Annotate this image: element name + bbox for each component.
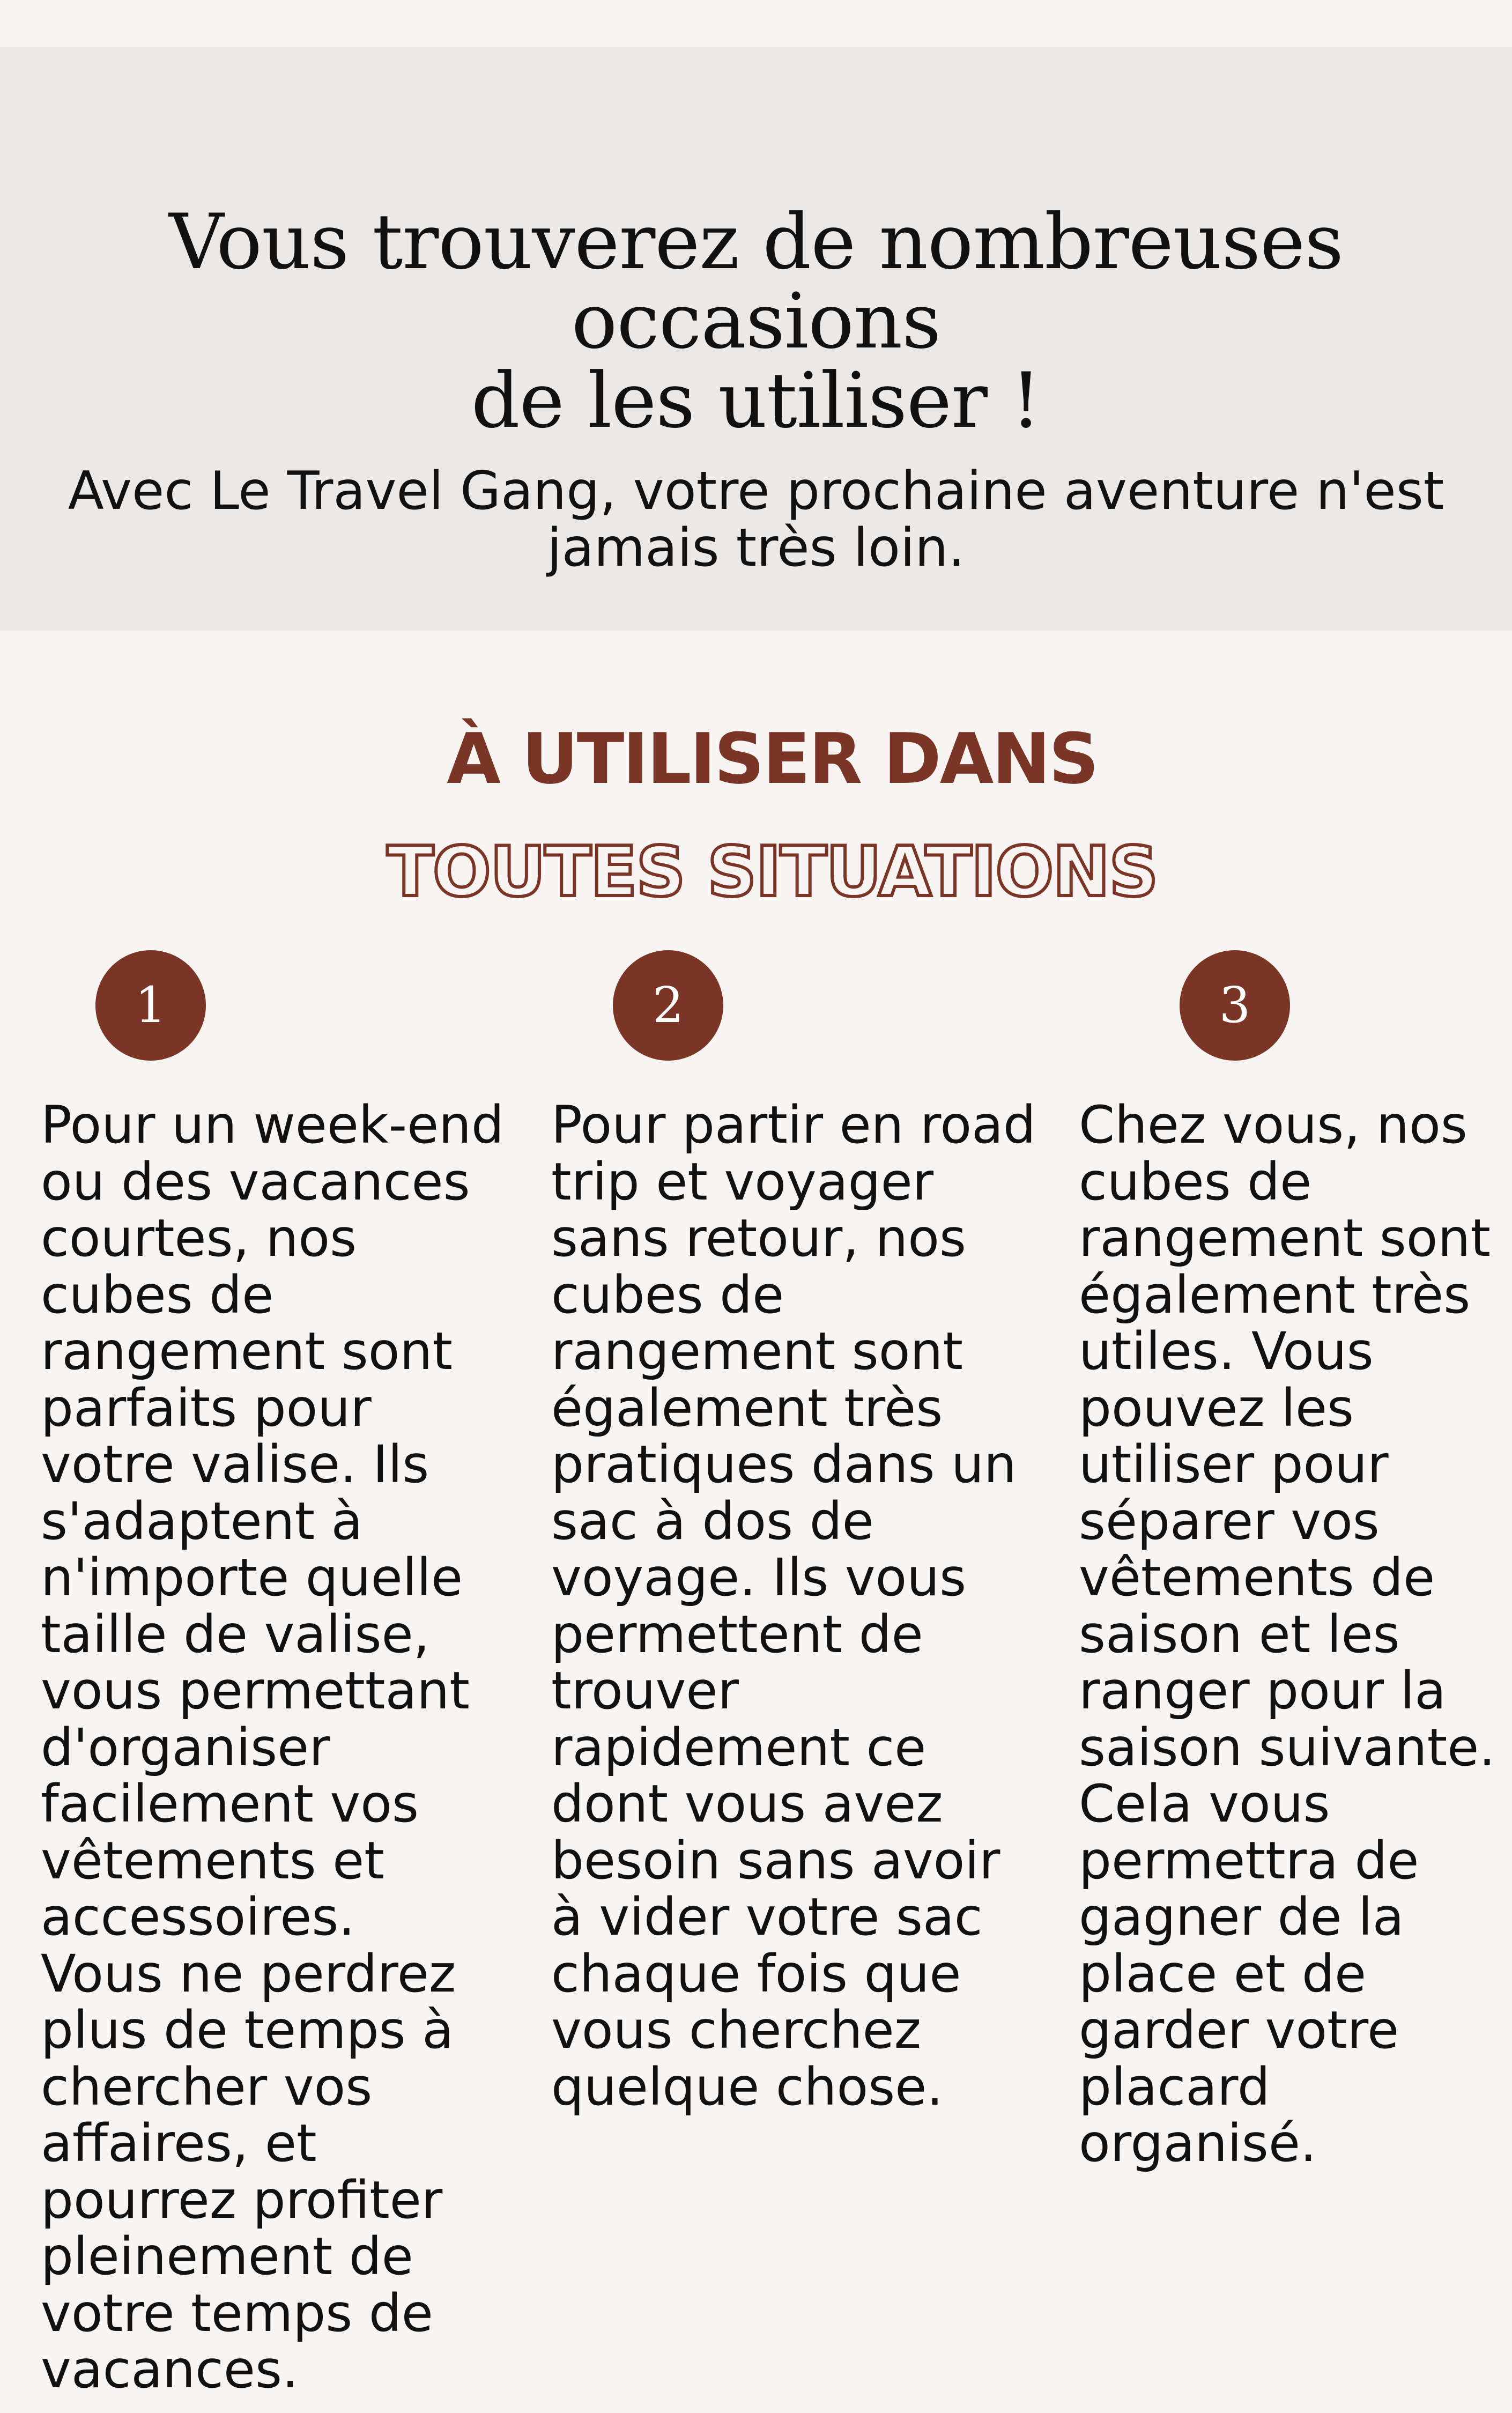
column-3-text — [1079, 1097, 1508, 2172]
text-line: Pour partir en road — [551, 1095, 1036, 1155]
text-line: Pour un week-end — [41, 1095, 504, 1155]
text-line: également très — [1079, 1264, 1471, 1325]
hero-subtitle — [0, 461, 1512, 579]
text-line: place et de — [1079, 1943, 1367, 2004]
text-line: courtes, nos — [41, 1208, 357, 1268]
text-line: à vider votre sac — [551, 1887, 983, 1947]
text-line: cubes de — [551, 1264, 784, 1325]
text-line: sans retour, nos — [551, 1208, 966, 1268]
text-line: trip et voyager — [551, 1151, 934, 1212]
text-line: votre valise. Ils — [41, 1434, 429, 1494]
text-line: utiliser pour — [1079, 1434, 1389, 1494]
text-line: voyage. Ils vous — [551, 1548, 967, 1608]
text-line: Cela vous — [1079, 1774, 1330, 1834]
text-line: séparer vos — [1079, 1491, 1380, 1551]
text-line: ranger pour la — [1079, 1661, 1447, 1721]
text-line: permettra de — [1079, 1830, 1419, 1891]
text-line: saison et les — [1079, 1604, 1400, 1664]
text-line: rangement sont — [41, 1321, 453, 1381]
text-line: rapidement ce — [551, 1717, 927, 1778]
column-2-text — [551, 1097, 1055, 2115]
step-badge-2: 2 — [613, 950, 723, 1061]
text-line: rangement sont — [551, 1321, 963, 1381]
hero-banner — [0, 47, 1512, 631]
hero-title-line-2: de les utiliser ! — [471, 357, 1041, 445]
text-line: cubes de — [41, 1264, 274, 1325]
hero-subtitle-line-2: jamais très loin. — [547, 517, 965, 579]
text-line: taille de valise, — [41, 1604, 430, 1664]
text-line: n'importe quelle — [41, 1548, 463, 1608]
text-line: vêtements et — [41, 1830, 384, 1891]
text-line: votre temps de — [41, 2283, 433, 2343]
hero-subtitle-line-1: Avec Le Travel Gang, votre prochaine aventure n'est — [68, 461, 1444, 522]
text-line: facilement vos — [41, 1774, 419, 1834]
text-line: s'adaptent à — [41, 1491, 363, 1551]
text-line: vacances. — [41, 2340, 299, 2400]
text-line: rangement sont — [1079, 1208, 1491, 1268]
text-line: sac à dos de — [551, 1491, 874, 1551]
text-line: pratiques dans un — [551, 1434, 1017, 1494]
text-line: cubes de — [1079, 1151, 1312, 1212]
text-line: affaires, et — [41, 2113, 317, 2173]
text-line: dont vous avez — [551, 1774, 943, 1834]
text-line: trouver — [551, 1661, 739, 1721]
hero-title — [0, 198, 1512, 445]
text-line: utiles. Vous — [1079, 1321, 1374, 1381]
text-line: Vous ne perdrez — [41, 1943, 456, 2004]
text-line: besoin sans avoir — [551, 1830, 1000, 1891]
text-line: Chez vous, nos — [1079, 1095, 1467, 1155]
text-line: également très — [551, 1378, 943, 1438]
text-line: organisé. — [1079, 2113, 1317, 2173]
text-line: saison suivante. — [1079, 1717, 1495, 1778]
text-line: plus de temps à — [41, 2000, 454, 2060]
text-line: pouvez les — [1079, 1378, 1354, 1438]
text-line: ou des vacances — [41, 1151, 470, 1212]
text-line: placard — [1079, 2056, 1270, 2117]
hero-title-line-1: Vous trouverez de nombreuses occasions — [168, 198, 1344, 366]
text-line: quelque chose. — [551, 2056, 943, 2117]
text-line: gagner de la — [1079, 1887, 1404, 1947]
step-badge-1: 1 — [95, 950, 206, 1061]
text-line: d'organiser — [41, 1717, 330, 1778]
text-line: vous permettant — [41, 1661, 470, 1721]
text-line: pleinement de — [41, 2226, 413, 2286]
text-line: vêtements de — [1079, 1548, 1435, 1608]
column-1-text — [41, 1097, 513, 2399]
text-line: chercher vos — [41, 2056, 373, 2117]
section-heading: À UTILISER DANS — [447, 718, 1098, 800]
text-line: parfaits pour — [41, 1378, 372, 1438]
text-line: vous cherchez — [551, 2000, 922, 2060]
text-line: accessoires. — [41, 1887, 355, 1947]
step-badge-3: 3 — [1180, 950, 1290, 1061]
section-subheading-outline: TOUTES SITUATIONS — [387, 832, 1158, 912]
text-line: chaque fois que — [551, 1943, 961, 2004]
text-line: garder votre — [1079, 2000, 1399, 2060]
text-line: pourrez profiter — [41, 2170, 443, 2230]
text-line: permettent de — [551, 1604, 923, 1664]
